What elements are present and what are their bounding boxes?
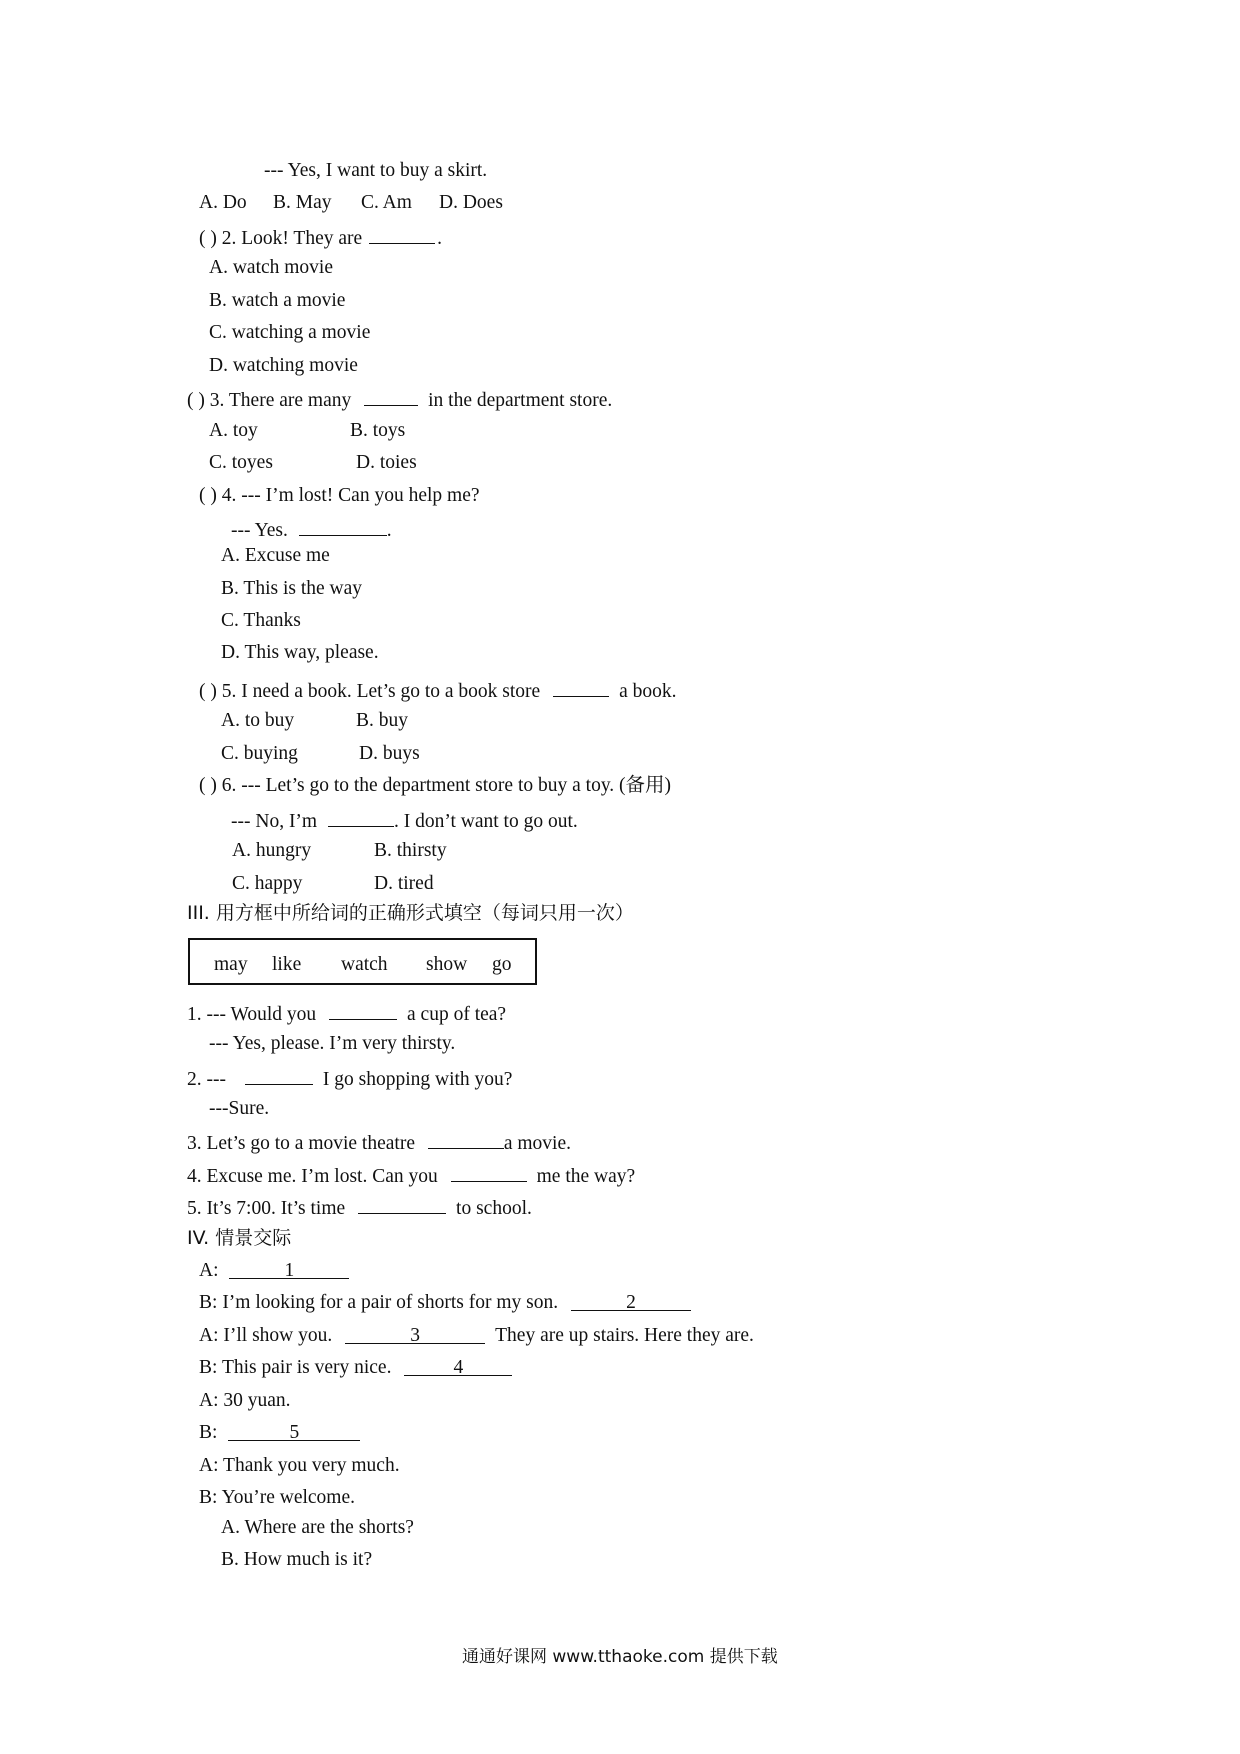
answer-parentheses: ( ): [199, 775, 217, 796]
s3-item-5-end: to school.: [456, 1198, 532, 1219]
q3-option-c: C. toyes: [209, 452, 273, 473]
q6-reply-line: [231, 807, 578, 834]
q4-reply-line: [231, 516, 392, 543]
dialog-line-7: [199, 1454, 400, 1478]
q4-question: 4. --- I’m lost! Can you help me?: [221, 485, 480, 506]
dialog-speaker: B:: [199, 1292, 218, 1313]
dialog-line-2: [199, 1291, 691, 1315]
s3-item-3: [187, 1129, 571, 1156]
dialog-line-1: [199, 1259, 349, 1283]
s3-item-1: [187, 1000, 506, 1027]
q4-option-d: D. This way, please.: [221, 642, 379, 663]
q2-stem: [199, 224, 442, 251]
q6-end: . I don’t want to go out.: [393, 811, 578, 832]
blank-number: 5: [289, 1422, 300, 1443]
dialog-speaker: B:: [199, 1357, 218, 1378]
q6-option-b: B. thirsty: [374, 840, 447, 861]
word-show: show: [426, 954, 468, 975]
dialog-line-3: [199, 1324, 754, 1348]
page-footer: 通通好课网 www.tthaoke.com 提供下载: [462, 1647, 778, 1667]
blank-number: 2: [626, 1292, 636, 1313]
dialog-text: 30 yuan.: [223, 1390, 291, 1411]
section4-heading: IV. 情景交际: [187, 1227, 292, 1249]
word-may: may: [214, 954, 248, 975]
dialog-text: I’ll show you.: [223, 1325, 333, 1346]
q1-option-b: B. May: [273, 192, 332, 213]
q2-option-d: D. watching movie: [209, 355, 358, 376]
dialog-blank-5[interactable]: [228, 1421, 360, 1441]
s3-item-1-reply: --- Yes, please. I’m very thirsty.: [209, 1033, 456, 1054]
q4-option-a: A. Excuse me: [221, 545, 330, 566]
dialog-text: You’re welcome.: [221, 1487, 355, 1508]
q4-blank[interactable]: [299, 516, 387, 536]
s4-option-a: A. Where are the shorts?: [221, 1517, 414, 1538]
q5-option-a: A. to buy: [221, 710, 295, 731]
q5-blank[interactable]: [553, 677, 609, 697]
q5-question: 5. I need a book. Let’s go to a book store: [221, 681, 541, 702]
s3-item-3-blank[interactable]: [428, 1129, 504, 1149]
dialog-speaker: A:: [199, 1390, 219, 1411]
dialog-text-after: They are up stairs. Here they are.: [495, 1325, 754, 1346]
q6-option-c: C. happy: [232, 873, 303, 894]
q2-question: 2. Look! They are: [221, 228, 363, 249]
s3-item-1-text: 1. --- Would you: [187, 1004, 317, 1025]
s3-item-1-end: a cup of tea?: [407, 1004, 507, 1025]
dialog-blank-2[interactable]: [571, 1291, 691, 1311]
dialog-speaker: B:: [199, 1422, 218, 1443]
s3-item-3-end: a movie.: [503, 1133, 572, 1154]
s4-option-b: B. How much is it?: [221, 1549, 373, 1570]
dialog-line-8: [199, 1486, 355, 1510]
dialog-blank-3[interactable]: [345, 1324, 485, 1344]
q3-blank[interactable]: [364, 386, 418, 406]
s3-item-4-blank[interactable]: [451, 1162, 527, 1182]
q3-end: in the department store.: [428, 390, 613, 411]
q4-option-c: C. Thanks: [221, 610, 301, 631]
dialog-speaker: A:: [199, 1455, 219, 1476]
q2-option-c: C. watching a movie: [209, 322, 371, 343]
q4-stem: [199, 484, 480, 508]
s3-item-2: [187, 1065, 512, 1092]
q5-option-c: C. buying: [221, 743, 298, 764]
q3-stem: [187, 386, 612, 413]
dialog-blank-1[interactable]: [229, 1259, 349, 1279]
q5-option-d: D. buys: [359, 743, 420, 764]
q6-question: 6. --- Let’s go to the department store to buy a toy. (备用): [221, 775, 672, 796]
dialog-speaker: A:: [199, 1325, 219, 1346]
dialog-speaker: B:: [199, 1487, 218, 1508]
q1-option-a: A. Do: [199, 192, 247, 213]
q3-option-a: A. toy: [209, 420, 258, 441]
word-like: like: [272, 954, 302, 975]
s3-item-2-blank[interactable]: [245, 1065, 313, 1085]
s3-item-3-text: 3. Let’s go to a movie theatre: [187, 1133, 415, 1154]
q1-option-d: D. Does: [439, 192, 503, 213]
q2-option-a: A. watch movie: [209, 257, 334, 278]
section3-heading: III. 用方框中所给词的正确形式填空（每词只用一次）: [187, 902, 634, 924]
dialog-line-4: [199, 1356, 512, 1380]
s3-item-4-end: me the way?: [536, 1166, 636, 1187]
dialog-text: I’m looking for a pair of shorts for my son.: [222, 1292, 559, 1313]
s3-item-4: [187, 1162, 635, 1189]
s3-item-5-text: 5. It’s 7:00. It’s time: [187, 1198, 346, 1219]
blank-number: 4: [453, 1357, 464, 1378]
q6-reply: --- No, I’m: [231, 811, 318, 832]
q3-option-b: B. toys: [350, 420, 406, 441]
q2-option-b: B. watch a movie: [209, 290, 346, 311]
q5-option-b: B. buy: [356, 710, 409, 731]
s3-item-5-blank[interactable]: [358, 1194, 446, 1214]
q4-reply: --- Yes.: [231, 520, 288, 541]
q3-question: 3. There are many: [209, 390, 352, 411]
s3-item-5: [187, 1194, 532, 1221]
dialog-speaker: A:: [199, 1260, 219, 1281]
answer-parentheses: ( ): [199, 485, 217, 506]
word-watch: watch: [341, 954, 388, 975]
q5-end: a book.: [619, 681, 677, 702]
s3-item-2-end: I go shopping with you?: [322, 1069, 513, 1090]
blank-number: 1: [284, 1260, 295, 1281]
q1-option-c: C. Am: [361, 192, 412, 213]
q5-stem: [199, 677, 676, 704]
dialog-blank-4[interactable]: [404, 1356, 512, 1376]
blank-number: 3: [410, 1325, 420, 1346]
s3-item-4-text: 4. Excuse me. I’m lost. Can you: [187, 1166, 438, 1187]
dialog-text: This pair is very nice.: [221, 1357, 392, 1378]
word-go: go: [492, 954, 512, 975]
s3-item-1-blank[interactable]: [329, 1000, 397, 1020]
q1-reply: --- Yes, I want to buy a skirt.: [264, 160, 488, 181]
q6-blank[interactable]: [328, 807, 394, 827]
dialog-line-5: [199, 1389, 291, 1413]
q6-option-a: A. hungry: [232, 840, 312, 861]
q4-option-b: B. This is the way: [221, 578, 363, 599]
q6-stem: [199, 774, 671, 798]
s3-item-2-reply: ---Sure.: [209, 1098, 270, 1119]
q3-option-d: D. toies: [356, 452, 417, 473]
dialog-text: Thank you very much.: [223, 1455, 400, 1476]
dialog-line-6: [199, 1421, 360, 1445]
answer-parentheses: ( ): [187, 390, 205, 411]
q6-option-d: D. tired: [374, 873, 434, 894]
q2-blank[interactable]: [369, 224, 435, 244]
answer-parentheses: ( ): [199, 681, 217, 702]
q4-end: .: [386, 520, 392, 541]
word-box: [188, 938, 537, 985]
answer-parentheses: ( ): [199, 228, 217, 249]
q2-end: .: [437, 228, 442, 249]
s3-item-2-text: 2. ---: [187, 1069, 226, 1090]
